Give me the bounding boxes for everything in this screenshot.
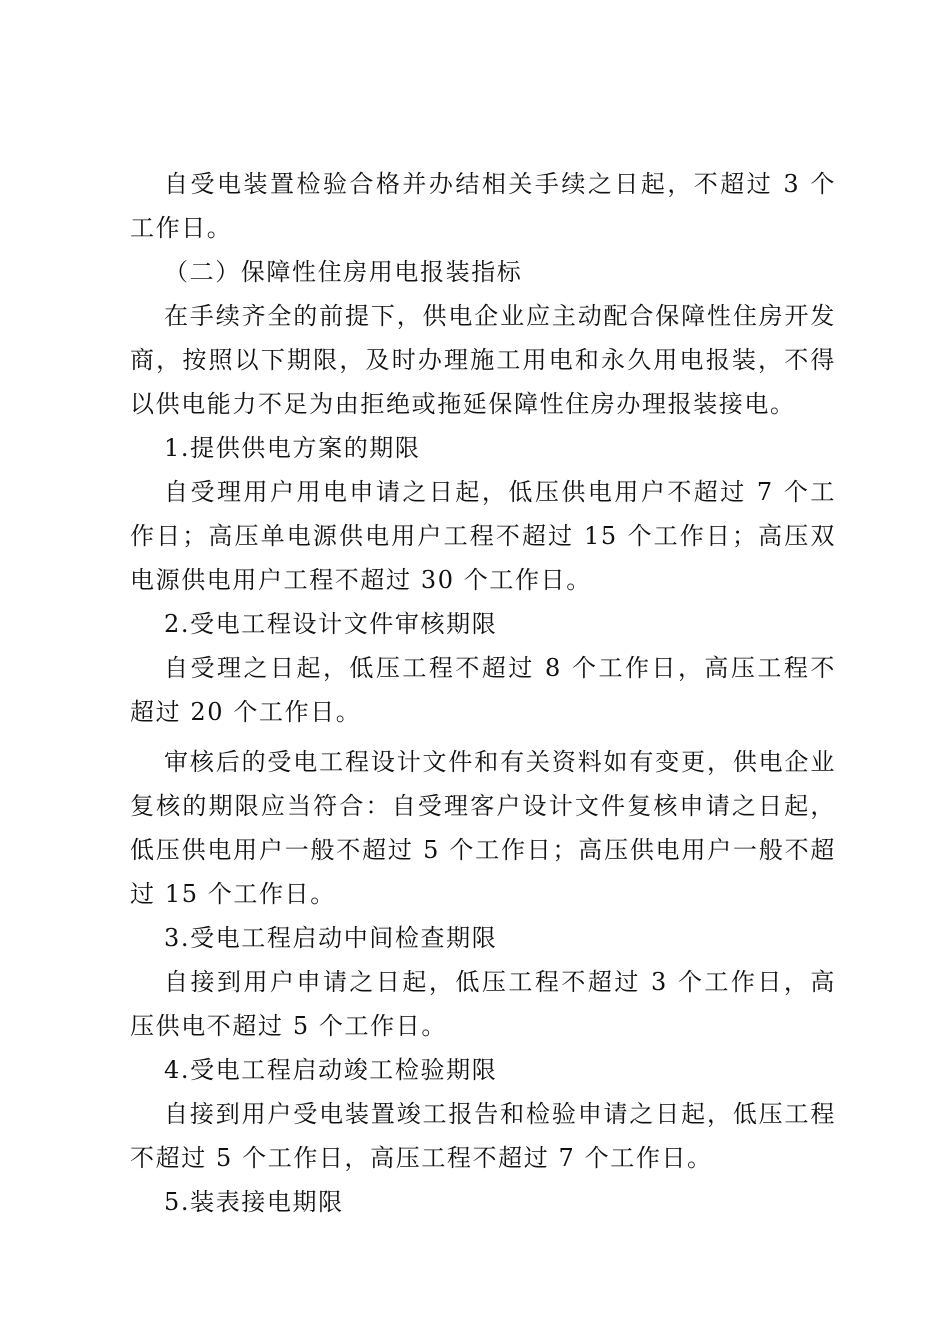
paragraph-design-review-deadline: 自受理之日起，低压工程不超过 8 个工作日，高压工程不超过 20 个工作日。 xyxy=(130,654,836,726)
paragraph-affordable-housing-intro: 在手续齐全的前提下，供电企业应主动配合保障性住房开发商，按照以下期限，及时办理施工用电和永久用电报装，不得以供电能力不足为由拒绝或拖延保障性住房办理报装接电。 xyxy=(130,302,836,418)
item-heading-midterm-inspection: 3.受电工程启动中间检查期限 xyxy=(164,924,498,952)
paragraph-acceptance-deadline: 自受电装置检验合格并办结相关手续之日起，不超过 3 个工作日。 xyxy=(130,170,836,242)
item-heading-design-review: 2.受电工程设计文件审核期限 xyxy=(164,610,498,638)
item-heading-meter-installation: 5.装表接电期限 xyxy=(164,1188,344,1216)
section-heading-affordable-housing: （二）保障性住房用电报装指标 xyxy=(164,258,523,286)
document-body xyxy=(130,162,836,1224)
paragraph-midterm-inspection-deadline: 自接到用户申请之日起，低压工程不超过 3 个工作日，高压供电不超过 5 个工作日。 xyxy=(130,968,836,1040)
paragraph-design-change-review: 审核后的受电工程设计文件和有关资料如有变更，供电企业复核的期限应当符合：自受理客户设计文件复核申请之日起，低压供电用户一般不超过 5 个工作日；高压供电用户一般不超过 15 个工作日。 xyxy=(130,748,836,908)
paragraph-completion-inspection-deadline: 自接到用户受电装置竣工报告和检验申请之日起，低压工程不超过 5 个工作日，高压工程不超过 7 个工作日。 xyxy=(130,1100,836,1172)
item-heading-completion-inspection: 4.受电工程启动竣工检验期限 xyxy=(164,1056,498,1084)
item-heading-supply-plan: 1.提供供电方案的期限 xyxy=(164,434,421,462)
paragraph-supply-plan-deadline: 自受理用户用电申请之日起，低压供电用户不超过 7 个工作日；高压单电源供电用户工程不超过 15 个工作日；高压双电源供电用户工程不超过 30 个工作日。 xyxy=(130,478,836,594)
